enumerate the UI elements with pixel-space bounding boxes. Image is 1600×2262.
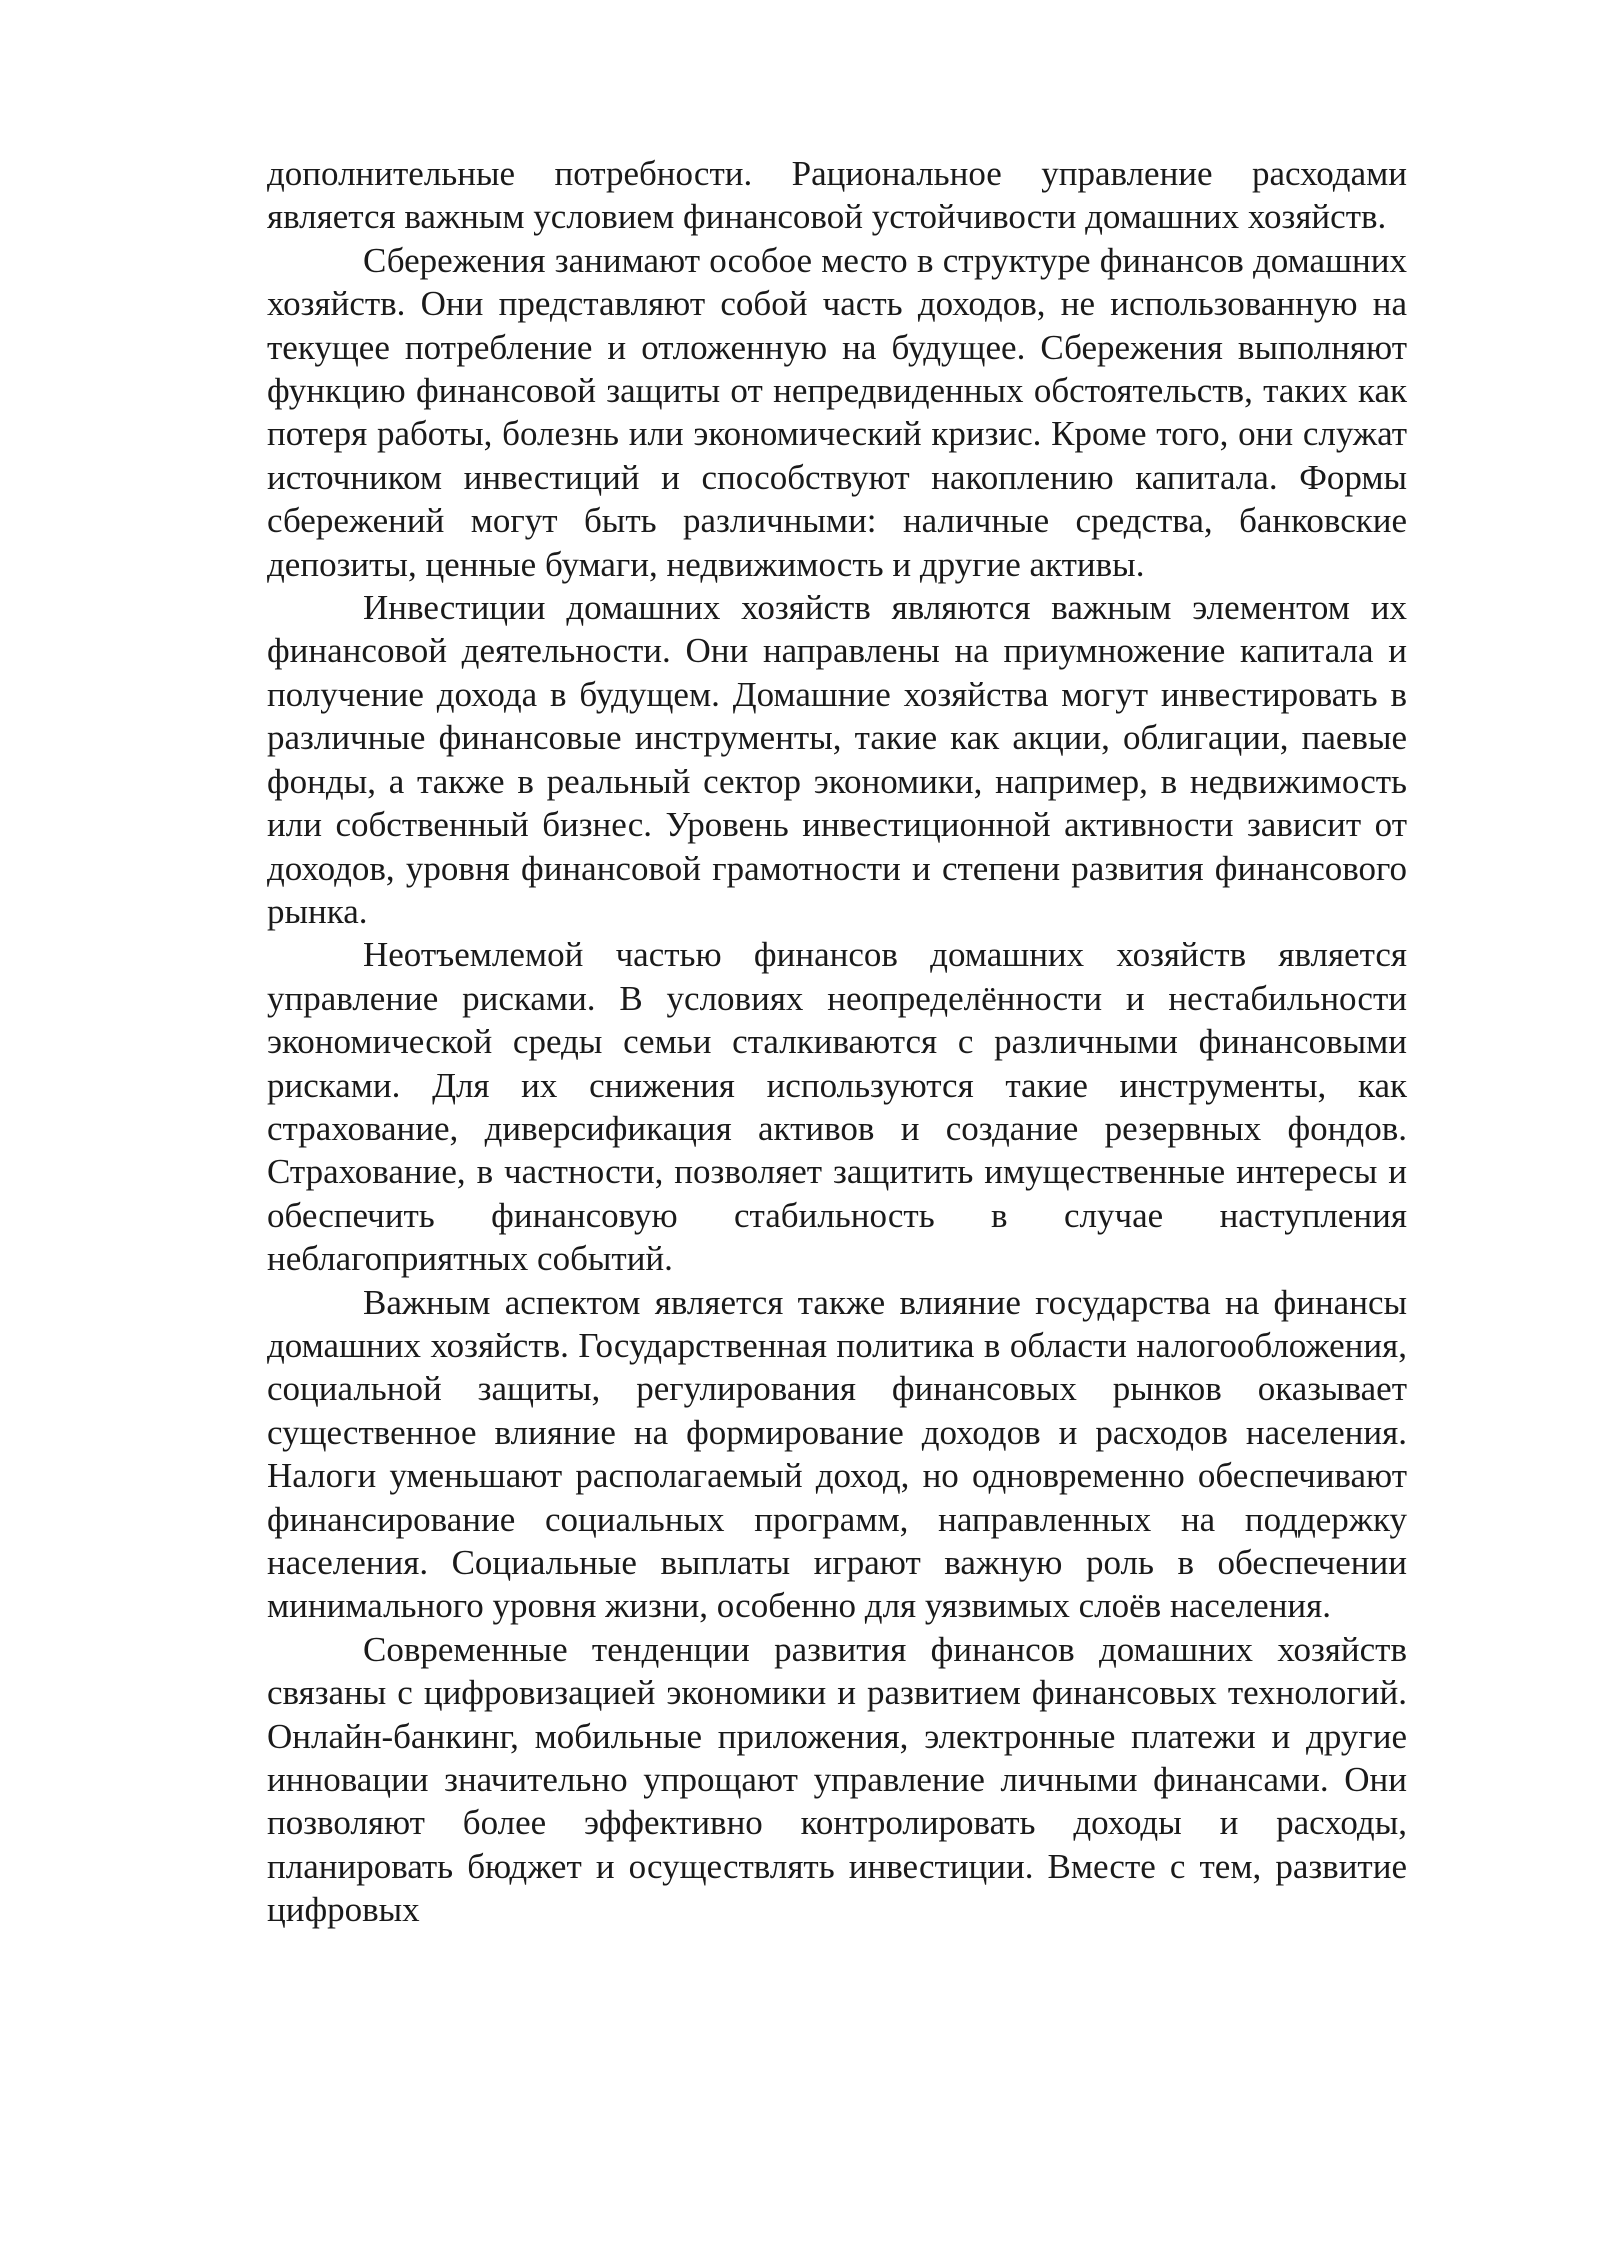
paragraph-expenses-end: дополнительные потребности. Рациональное управление расходами является важным условием финансовой устойчивости домашних хозяйств. [267,154,1407,237]
paragraph-digital-trends: Современные тенденции развития финансов домашних хозяйств связаны с цифровизацией экономики и развитием финансовых технологий. Онлайн-банкинг, мобильные приложения, электронные платежи и другие инновации значительно упрощают управление личными финансами. Они позволяют более эффективно контролировать доходы и расходы, планировать бюджет и осуществлять инвестиции. Вместе с тем, развитие цифровых [267,1629,1407,1930]
paragraph-risk-management: Неотъемлемой частью финансов домашних хозяйств является управление рисками. В условиях неопределённости и нестабильности экономической среды семьи сталкиваются с различными финансовыми рисками. Для их снижения используются такие инструменты, как страхование, диверсификация активов и создание резервных фондов. Страхование, в частности, позволяет защитить имущественные интересы и обеспечить финансовую стабильность в случае наступления неблагоприятных событий. [267,935,1407,1279]
paragraph-savings: Сбережения занимают особое место в структуре финансов домашних хозяйств. Они представляют собой часть доходов, не использованную на текущее потребление и отложенную на будущее. Сбережения выполняют функцию финансовой защиты от непредвиденных обстоятельств, таких как потеря работы, болезнь или экономический кризис. Кроме того, они служат источником инвестиций и способствуют накоплению капитала. Формы сбережений могут быть различными: наличные средства, банковские депозиты, ценные бумаги, недвижимость и другие активы. [267,240,1407,584]
document-body [267,152,1407,1932]
paragraph-investments: Инвестиции домашних хозяйств являются важным элементом их финансовой деятельности. Они направлены на приумножение капитала и получение дохода в будущем. Домашние хозяйства могут инвестировать в различные финансовые инструменты, такие как акции, облигации, паевые фонды, а также в реальный сектор экономики, например, в недвижимость или собственный бизнес. Уровень инвестиционной активности зависит от доходов, уровня финансовой грамотности и степени развития финансового рынка. [267,588,1407,931]
paragraph-state-influence: Важным аспектом является также влияние государства на финансы домашних хозяйств. Государственная политика в области налогообложения, социальной защиты, регулирования финансовых рынков оказывает существенное влияние на формирование доходов и расходов населения. Налоги уменьшают располагаемый доход, но одновременно обеспечивают финансирование социальных программ, направленных на поддержку населения. Социальные выплаты играют важную роль в обеспечении минимального уровня жизни, особенно для уязвимых слоёв населения. [267,1282,1407,1626]
